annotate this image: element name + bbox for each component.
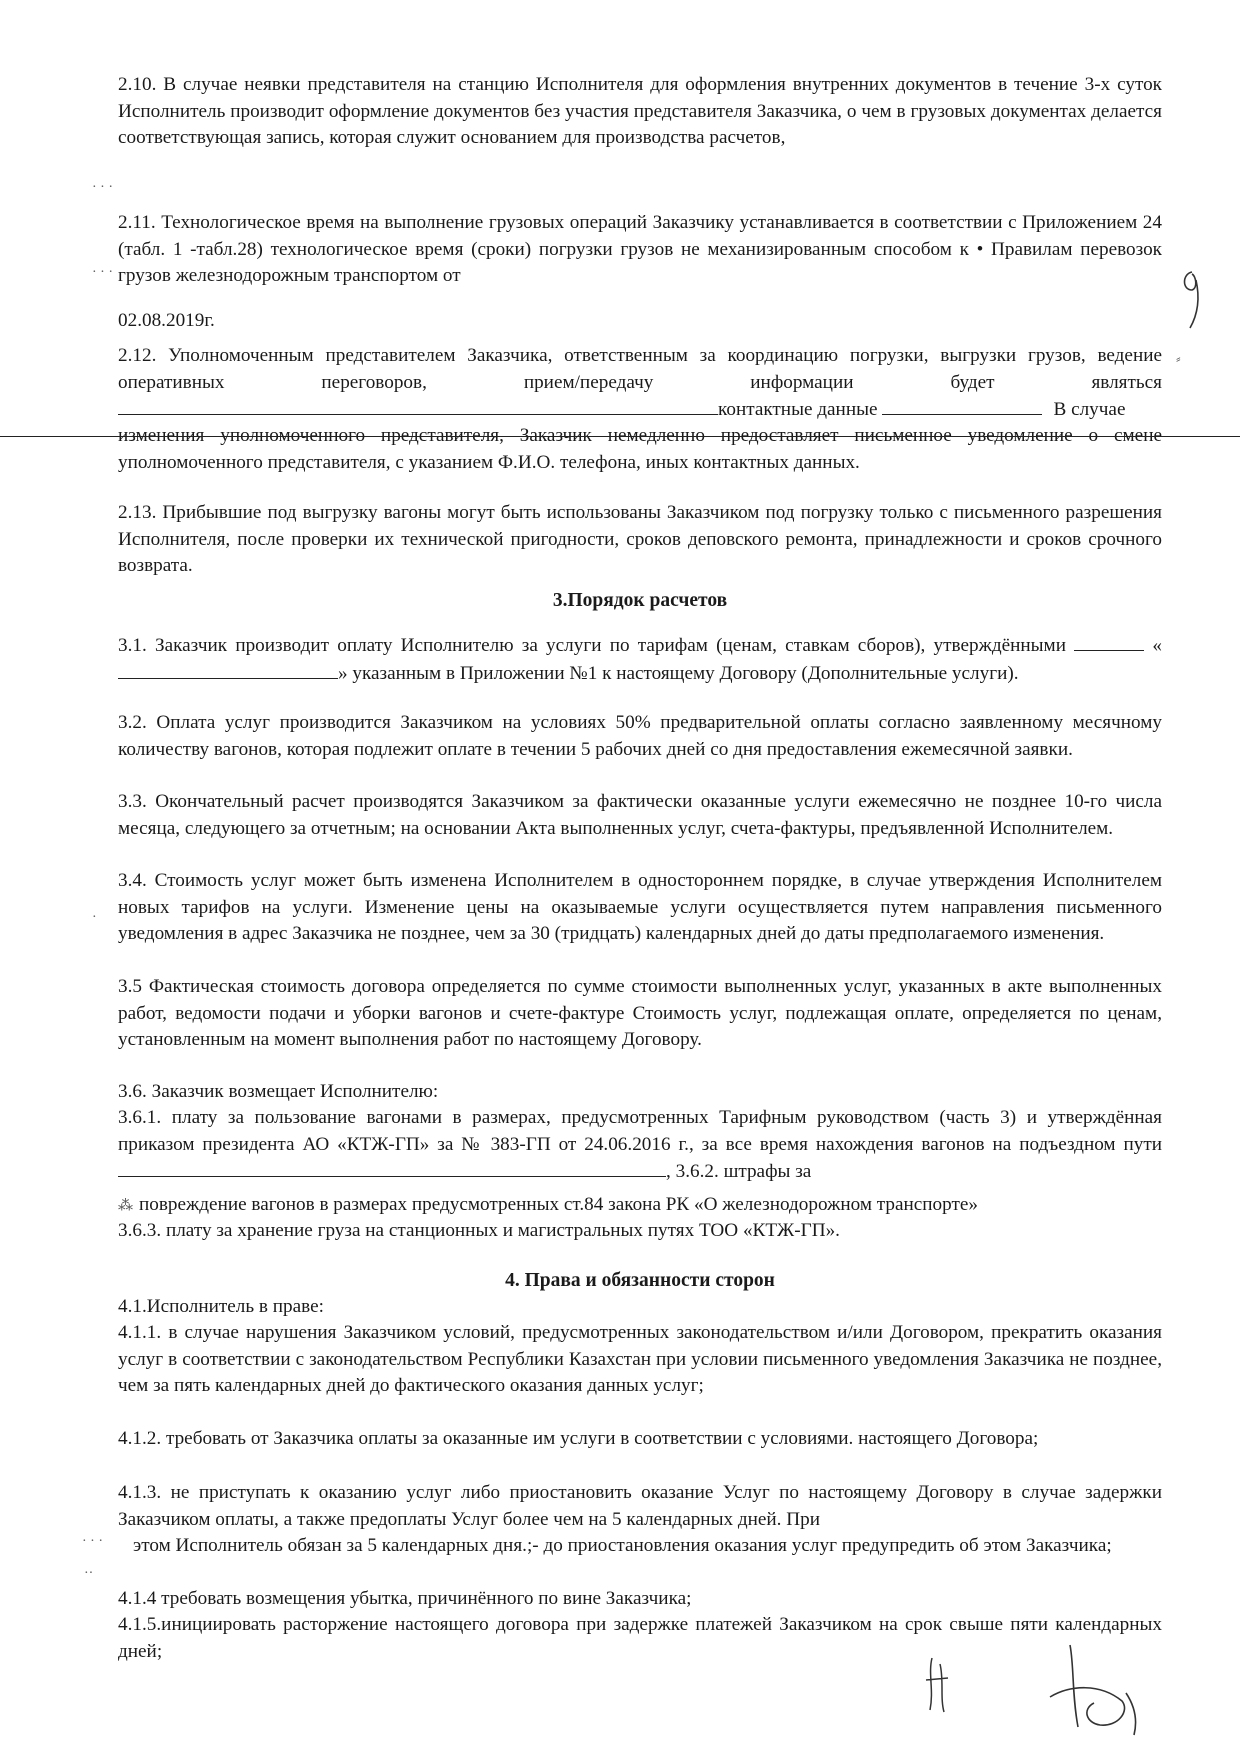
clause-3-6-1-text: 3.6.1. плату за пользование вагонами в размерах, предусмотренных Тарифным руководством (часть 3) и утверждённая приказом президента АО «КТЖ-ГП» за № 383-ГП от 24.06.2016 г., за все время нахождения вагонов на подъездном пути — [118, 1107, 1162, 1155]
clause-3-2: 3.2. Оплата услуг производится Заказчиком на условиях 50% предварительной оплаты согласно заявленному месячному количеству вагонов, которая подлежит оплате в течении 5 рабочих дней со дня предоставления ежемесячной заявки. — [118, 712, 1162, 760]
clause-3-1 — [118, 632, 1162, 687]
clause-3-6-2-lead: , 3.6.2. штрафы за — [666, 1161, 812, 1183]
clause-4-1-5: 4.1.5.инициировать расторжение настоящего договора при задержке платежей Заказчиком на срок свыше пяти календарных дней; — [118, 1614, 1162, 1662]
tariff-name-blank — [118, 660, 338, 679]
clause-2-12 — [118, 343, 1162, 423]
scan-speck: ·· — [84, 1566, 94, 1581]
clause-4-1: 4.1.Исполнитель в праве: — [118, 1296, 324, 1317]
clause-3-1-text: 3.1. Заказчик производит оплату Исполнителю за услуги по тарифам (ценам, ставкам сборов), утверждёнными — [118, 635, 1066, 656]
scan-speck: · · · — [92, 180, 113, 195]
clause-3-5: 3.5 Фактическая стоимость договора определяется по сумме стоимости выполненных услуг, указанных в акте выполненных работ, ведомости подачи и уборки вагонов и счете-фактуре Стоимость услуг, подлежащая оплате, определяется по ценам, установленным на момент выполнения работ по настоящему Договору. — [118, 976, 1162, 1051]
clause-3-6-1 — [118, 1105, 1162, 1186]
scan-speck: · · · — [92, 265, 113, 280]
clause-2-12-line2 — [118, 396, 1162, 424]
tariff-approver-blank — [1074, 632, 1144, 651]
clause-4-1-4: 4.1.4 требовать возмещения убытка, причинённого по вине Заказчика; — [118, 1588, 692, 1609]
clause-4-1-1: 4.1.1. в случае нарушения Заказчиком условий, предусмотренных законодательством и/или Договором, прекратить оказания услуг в соответствии с законодательством Республики Казахстан при условии письменного уведомления Заказчика не позднее, чем за пять календарных дней до фактического оказания данных услуг; — [118, 1322, 1162, 1397]
clause-3-1-tail: » указанным в Приложении №1 к настоящему Договору (Дополнительные услуги). — [338, 662, 1019, 684]
contact-data-blank — [882, 396, 1042, 415]
section-4-heading: 4. Права и обязанности сторон — [505, 1270, 775, 1291]
margin-initial-mark — [1178, 268, 1208, 338]
section-3-heading: 3.Порядок расчетов — [552, 590, 728, 611]
representative-name-blank — [118, 396, 718, 415]
clause-4-1-2: 4.1.2. требовать от Заказчика оплаты за оказанные им услуги в соответствии с условиями. настоящего Договора; — [118, 1428, 1039, 1449]
clause-3-3: 3.3. Окончательный расчет производятся Заказчиком за фактически оказанные услуги ежемесячно не позднее 10-го числа месяца, следующего за отчетным; на основании Акта выполненных услуг, счета-фактуры, предъявленной Исполнителем. — [118, 791, 1162, 839]
clause-3-6: 3.6. Заказчик возмещает Исполнителю: — [118, 1081, 439, 1102]
clause-3-6-3: 3.6.3. плату за хранение груза на станционных и магистральных путях ТОО «КТЖ-ГП». — [118, 1220, 840, 1241]
quote-open: « — [1152, 635, 1162, 656]
clause-4-1-3: 4.1.3. не приступать к оказанию услуг либо приостановить оказание Услуг по настоящему Договору в случае задержки Заказчиком оплаты, а также предоплаты Услуг более чем на 5 календарных дней. При — [118, 1482, 1162, 1530]
clause-2-10: 2.10. В случае неявки представителя на станцию Исполнителя для оформления внутренних документов в течение 3-х суток Исполнитель производит оформление документов без участия представителя Заказчика, о чем в грузовых документах делается соответствующая запись, которая служит основанием для производства расчетов, — [118, 74, 1162, 149]
clause-2-11-date: 02.08.2019г. — [118, 310, 215, 331]
clause-2-12-notice: изменения уполномоченного представителя, Заказчик немедленно предоставляет письменное уведомление о смене уполномоченного представителя, с указанием Ф.И.О. телефона, иных контактных данных. — [118, 425, 1162, 473]
strike-through-line — [0, 436, 1240, 437]
scan-speck: · · · — [82, 1534, 103, 1549]
clause-3-6-2 — [118, 1192, 1162, 1220]
scan-speck: ⁂ — [118, 1198, 133, 1214]
scan-speck: ⸗ — [1176, 352, 1181, 367]
clause-2-12-continuation: В случае — [1053, 399, 1126, 421]
scan-speck: · — [92, 910, 97, 925]
initials-mark-1 — [910, 1650, 970, 1720]
clause-2-11: 2.11. Технологическое время на выполнение грузовых операций Заказчику устанавливается в соответствии с Приложением 24 (табл. 1 -табл.28) технологическое время (сроки) погрузки грузов не механизированным способом к • Правилам перевозок грузов железнодорожным транспортом от — [118, 212, 1162, 287]
signature-mark — [1030, 1635, 1160, 1745]
clause-3-4: 3.4. Стоимость услуг может быть изменена Исполнителем в одностороннем порядке, в случае утверждения Исполнителем новых тарифов на услуги. Изменение цены на оказываемые услуги осуществляется путем направления письменного уведомления в адрес Заказчика не позднее, чем за 30 (тридцать) календарных дней до даты предполагаемого изменения. — [118, 870, 1162, 945]
clause-2-12-line1: 2.12. Уполномоченным представителем Заказчика, ответственным за координацию погрузки, выгрузки грузов, ведение оперативных переговоров, прием/передачу информации будет являться — [118, 345, 1162, 393]
clause-2-13: 2.13. Прибывшие под выгрузку вагоны могут быть использованы Заказчиком под погрузку только с письменного разрешения Исполнителя, после проверки их технической пригодности, сроков деповского ремонта, принадлежности и сроков срочного возврата. — [118, 502, 1162, 577]
clause-4-1-3-continued: этом Исполнитель обязан за 5 календарных дня.;- до приостановления оказания услуг предупредить об этом Заказчика; — [133, 1535, 1112, 1556]
clause-3-6-2-text: повреждение вагонов в размерах предусмотренных ст.84 закона РК «О железнодорожном транспорте» — [139, 1194, 978, 1215]
siding-name-blank — [118, 1158, 666, 1177]
contact-data-label: контактные данные — [718, 399, 878, 421]
